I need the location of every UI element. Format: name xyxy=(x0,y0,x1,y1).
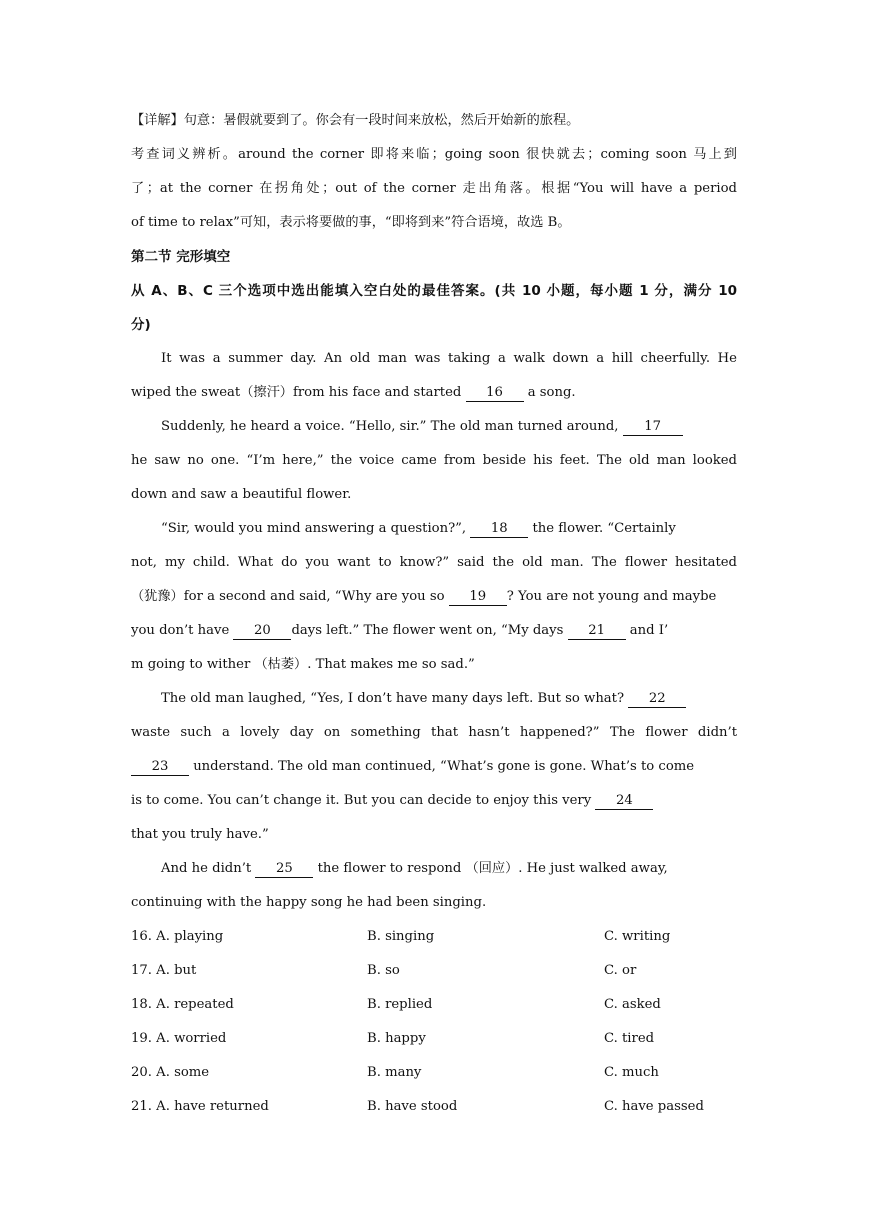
option-row xyxy=(131,988,737,1022)
passage-text: you don’t have xyxy=(131,623,234,638)
option-a: 19. A. worried xyxy=(131,1031,227,1046)
passage-text: wiped the sweat（擦汗）from his face and started xyxy=(131,385,466,400)
passage-text: a song. xyxy=(523,385,576,400)
passage-line xyxy=(131,580,737,614)
passage-text: ? You are not young and maybe xyxy=(506,589,717,604)
explanation-line: 了；at the corner 在拐角处；out of the corner 走出角落。根据“You will have a period xyxy=(131,181,737,196)
passage-line: waste such a lovely day on something that hasn’t happened?” The flower didn’t xyxy=(131,725,737,740)
passage-text: “Sir, would you mind answering a question?”, xyxy=(161,521,471,536)
passage-line xyxy=(131,784,737,818)
option-a: 21. A. have returned xyxy=(131,1099,269,1114)
passage-line: not, my child. What do you want to know?” said the old man. The flower hesitated xyxy=(131,555,737,570)
option-row xyxy=(131,1056,737,1090)
document-page xyxy=(131,104,737,1124)
blank-18: 18 xyxy=(470,521,528,538)
passage-line xyxy=(131,614,737,648)
option-c: C. tired xyxy=(604,1031,655,1046)
explanation-line: 考查词义辨析。around the corner 即将来临；going soon 很快就去；coming soon 马上到 xyxy=(131,147,737,162)
option-a: 16. A. playing xyxy=(131,929,224,944)
passage-text: The old man laughed, “Yes, I don’t have many days left. But so what? xyxy=(161,691,629,706)
passage-line xyxy=(131,410,737,444)
passage-line: continuing with the happy song he had been singing. xyxy=(131,895,487,910)
passage-line: down and saw a beautiful flower. xyxy=(131,487,352,502)
passage-text: days left.” The flower went on, “My days xyxy=(291,623,568,638)
passage-line: m going to wither （枯萎）. That makes me so sad.” xyxy=(131,657,475,672)
option-b: B. have stood xyxy=(367,1099,458,1114)
option-row xyxy=(131,954,737,988)
option-c: C. have passed xyxy=(604,1099,704,1114)
passage-text: and I’ xyxy=(625,623,669,638)
passage-text: And he didn’t xyxy=(161,861,256,876)
passage-line xyxy=(131,852,737,886)
passage-line: he saw no one. “I’m here,” the voice came from beside his feet. The old man looked xyxy=(131,453,737,468)
passage-line: It was a summer day. An old man was taking a walk down a hill cheerfully. He xyxy=(161,351,737,366)
passage-line xyxy=(131,376,737,410)
option-b: B. happy xyxy=(367,1031,426,1046)
explanation-line: 【详解】句意：暑假就要到了。你会有一段时间来放松，然后开始新的旅程。 xyxy=(131,113,580,128)
blank-20: 20 xyxy=(233,623,291,640)
passage-line: that you truly have.” xyxy=(131,827,269,842)
blank-23: 23 xyxy=(131,759,189,776)
section-title: 第二节 完形填空 xyxy=(131,249,231,265)
blank-21: 21 xyxy=(568,623,626,640)
passage-text: is to come. You can’t change it. But you can decide to enjoy this very xyxy=(131,793,596,808)
section-instruction: 分) xyxy=(131,317,151,333)
option-row xyxy=(131,1090,737,1124)
option-b: B. many xyxy=(367,1065,422,1080)
option-a: 18. A. repeated xyxy=(131,997,234,1012)
passage-text: understand. The old man continued, “What’s gone is gone. What’s to come xyxy=(189,759,695,774)
option-row xyxy=(131,1022,737,1056)
blank-25: 25 xyxy=(255,861,313,878)
option-c: C. asked xyxy=(604,997,661,1012)
option-c: C. writing xyxy=(604,929,671,944)
explanation-line: of time to relax”可知，表示将要做的事，“即将到来”符合语境，故选 B。 xyxy=(131,215,571,230)
passage-text: the flower to respond （回应）. He just walked away, xyxy=(313,861,668,876)
option-b: B. replied xyxy=(367,997,433,1012)
option-c: C. or xyxy=(604,963,637,978)
passage-text: the flower. “Certainly xyxy=(528,521,676,536)
blank-17: 17 xyxy=(623,419,683,436)
option-a: 20. A. some xyxy=(131,1065,210,1080)
option-c: C. much xyxy=(604,1065,659,1080)
blank-22: 22 xyxy=(628,691,686,708)
blank-16: 16 xyxy=(466,385,524,402)
option-a: 17. A. but xyxy=(131,963,197,978)
option-row xyxy=(131,920,737,954)
passage-line xyxy=(131,682,737,716)
passage-text: Suddenly, he heard a voice. “Hello, sir.” The old man turned around, xyxy=(161,419,623,434)
passage-text: （犹豫）for a second and said, “Why are you so xyxy=(131,589,449,604)
blank-24: 24 xyxy=(595,793,653,810)
option-b: B. so xyxy=(367,963,400,978)
passage-line xyxy=(131,512,737,546)
option-b: B. singing xyxy=(367,929,435,944)
passage-line xyxy=(131,750,737,784)
section-instruction: 从 A、B、C 三个选项中选出能填入空白处的最佳答案。(共 10 小题，每小题 1 分，满分 10 xyxy=(131,283,737,299)
blank-19: 19 xyxy=(449,589,507,606)
